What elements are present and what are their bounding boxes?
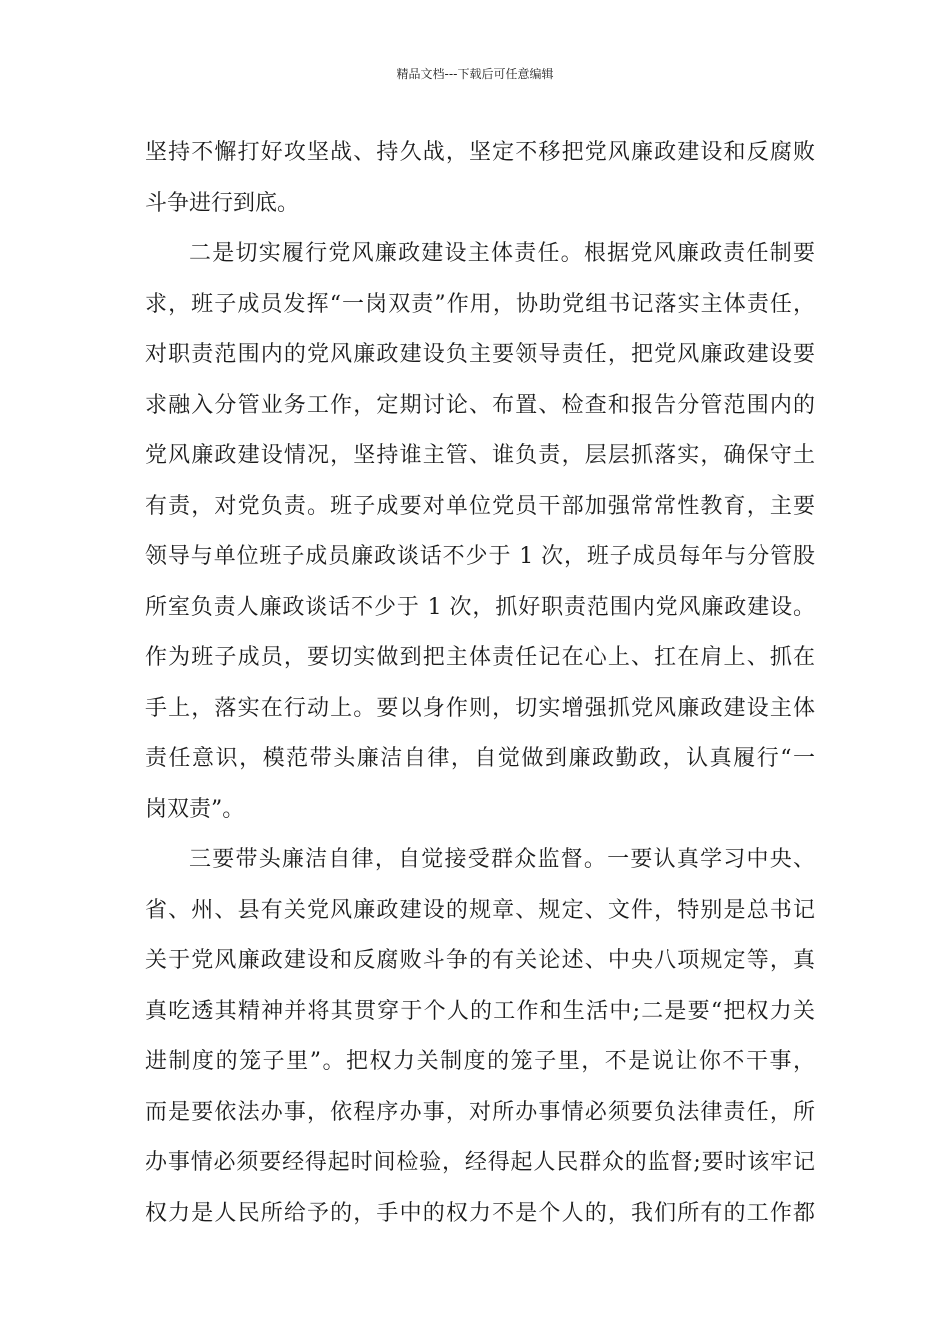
- paragraph-start-line: 二是切实履行党风廉政建设主体责任。根据党风廉政责任制要: [189, 241, 815, 266]
- text-line: 而是要依法办事，依程序办事，对所办事情必须要负法律责任，所: [145, 1099, 815, 1125]
- text-line: 省、州、县有关党风廉政建设的规章、规定、文件，特别是总书记: [145, 897, 815, 923]
- text-line: 手上，落实在行动上。要以身作则，切实增强抓党风廉政建设主体: [145, 695, 815, 721]
- document-body: [145, 128, 815, 1239]
- text-line: 办事情必须要经得起时间检验，经得起人民群众的监督;要时该牢记: [145, 1150, 815, 1175]
- text-line: 权力是人民所给予的，手中的权力不是个人的，我们所有的工作都: [145, 1200, 815, 1226]
- text-line: 党风廉政建设情况，坚持谁主管、谁负责，层层抓落实，确保守土: [145, 443, 815, 468]
- text-line: 领导与单位班子成员廉政谈话不少于 1 次，班子成员每年与分管股: [145, 544, 815, 569]
- text-line: 岗双责”。: [145, 796, 245, 822]
- text-line: 求，班子成员发挥“一岗双责”作用，协助党组书记落实主体责任，: [145, 291, 815, 317]
- text-line: 真吃透其精神并将其贯穿于个人的工作和生活中;二是要“把权力关: [145, 998, 815, 1024]
- text-line: 有责，对党负责。班子成要对单位党员干部加强常常性教育，主要: [145, 493, 815, 519]
- text-line: 关于党风廉政建设和反腐败斗争的有关论述、中央八项规定等，真: [145, 948, 815, 973]
- text-line: 对职责范围内的党风廉政建设负主要领导责任，把党风廉政建设要: [145, 342, 815, 367]
- text-line: 所室负责人廉政谈话不少于 1 次，抓好职责范围内党风廉政建设。: [145, 594, 815, 620]
- text-line: 坚持不懈打好攻坚战、持久战，坚定不移把党风廉政建设和反腐败: [145, 140, 815, 165]
- text-line: 责任意识，模范带头廉洁自律，自觉做到廉政勤政，认真履行“一: [145, 746, 815, 771]
- paragraph-start-line: 三要带头廉洁自律，自觉接受群众监督。一要认真学习中央、: [189, 847, 815, 872]
- text-line: 进制度的笼子里”。把权力关制度的笼子里，不是说让你不干事，: [145, 1049, 815, 1074]
- text-line: 斗争进行到底。: [145, 190, 300, 216]
- text-line: 作为班子成员，要切实做到把主体责任记在心上、扛在肩上、抓在: [145, 645, 815, 670]
- page-header: 精品文档---下载后可任意编辑: [396, 67, 554, 81]
- text-line: 求融入分管业务工作，定期讨论、布置、检查和报告分管范围内的: [145, 392, 815, 418]
